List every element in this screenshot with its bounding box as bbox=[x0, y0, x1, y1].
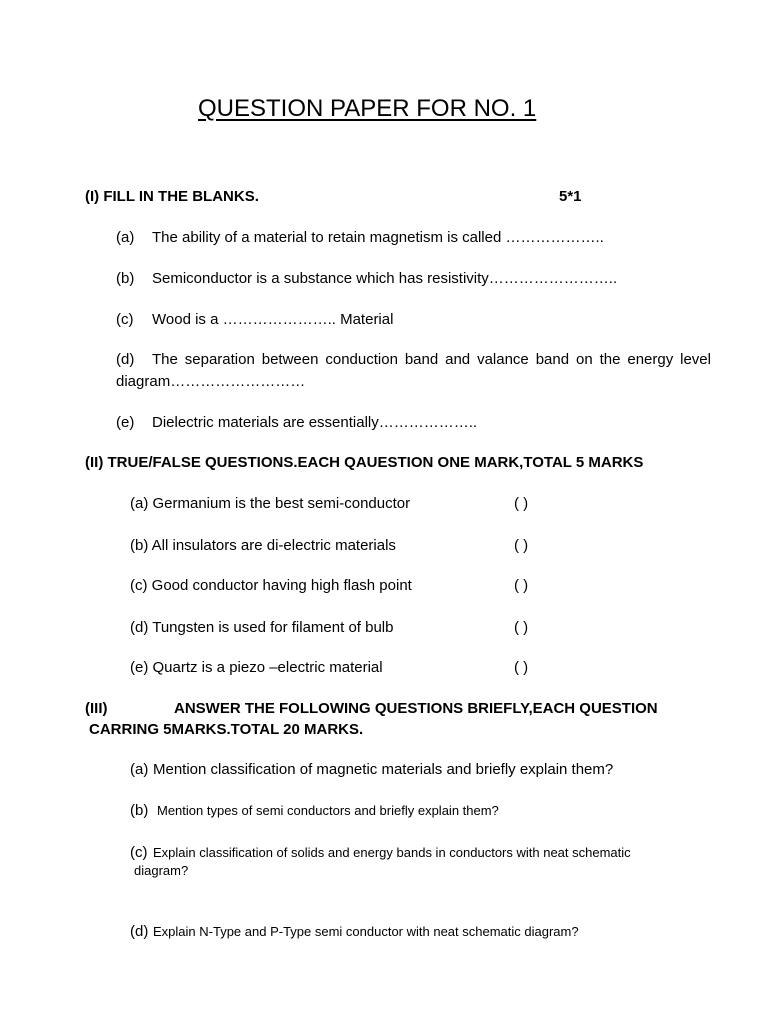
s2-item-b-text: (b) All insulators are di-electric materials bbox=[130, 537, 396, 554]
s2-item-d-text: (d) Tungsten is used for filament of bulb bbox=[130, 619, 394, 636]
s2-item-b-blank: ( ) bbox=[514, 537, 529, 554]
s1-item-b-label: (b) bbox=[116, 270, 135, 287]
page-title: QUESTION PAPER FOR NO. 1 bbox=[198, 95, 537, 122]
s2-item-a-text: (a) Germanium is the best semi-conductor bbox=[130, 495, 411, 512]
s2-item-a-blank: ( ) bbox=[514, 495, 529, 512]
s3-item-c-text: Explain classification of solids and energy bands in conductors with neat schematic bbox=[153, 845, 631, 860]
s1-item-a-text: The ability of a material to retain magnetism is called ……………….. bbox=[152, 229, 604, 246]
s1-item-d-label: (d) bbox=[116, 351, 135, 368]
s3-item-d-label: (d) bbox=[130, 923, 149, 940]
section3-number: (III) bbox=[85, 700, 108, 717]
section1-marks: 5*1 bbox=[559, 188, 582, 205]
s2-item-e-text: (e) Quartz is a piezo –electric material bbox=[130, 659, 383, 676]
section3-heading-line2: CARRING 5MARKS.TOTAL 20 MARKS. bbox=[89, 721, 364, 738]
s3-item-b-text: Mention types of semi conductors and briefly explain them? bbox=[157, 803, 499, 818]
s3-item-a-text: Mention classification of magnetic materials and briefly explain them? bbox=[153, 761, 614, 778]
s2-item-c-text: (c) Good conductor having high flash point bbox=[130, 577, 412, 594]
s2-item-c-blank: ( ) bbox=[514, 577, 529, 594]
s1-item-e-label: (e) bbox=[116, 414, 135, 431]
section1-heading: (I) FILL IN THE BLANKS. bbox=[85, 188, 259, 205]
s1-item-d-continuation: diagram……………………… bbox=[116, 373, 306, 390]
s1-item-d-text: The separation between conduction band and valance band on the energy level bbox=[152, 351, 711, 368]
section3-heading-line1: ANSWER THE FOLLOWING QUESTIONS BRIEFLY,EACH QUESTION bbox=[174, 700, 658, 717]
s2-item-d-blank: ( ) bbox=[514, 619, 529, 636]
s1-item-a-label: (a) bbox=[116, 229, 135, 246]
s1-item-e-text: Dielectric materials are essentially……………….. bbox=[152, 414, 478, 431]
s3-item-a-label: (a) bbox=[130, 761, 149, 778]
section2-heading: (II) TRUE/FALSE QUESTIONS.EACH QAUESTION ONE MARK,TOTAL 5 MARKS bbox=[85, 454, 644, 471]
s3-item-c-continuation: diagram? bbox=[134, 863, 189, 878]
s2-item-e-blank: ( ) bbox=[514, 659, 529, 676]
s1-item-b-text: Semiconductor is a substance which has resistivity…………………….. bbox=[152, 270, 618, 287]
s3-item-b-label: (b) bbox=[130, 802, 149, 819]
s3-item-d-text: Explain N-Type and P-Type semi conductor with neat schematic diagram? bbox=[153, 924, 579, 939]
s1-item-c-text: Wood is a ………………….. Material bbox=[152, 311, 394, 328]
s3-item-c-label: (c) bbox=[130, 844, 148, 861]
s1-item-c-label: (c) bbox=[116, 311, 134, 328]
